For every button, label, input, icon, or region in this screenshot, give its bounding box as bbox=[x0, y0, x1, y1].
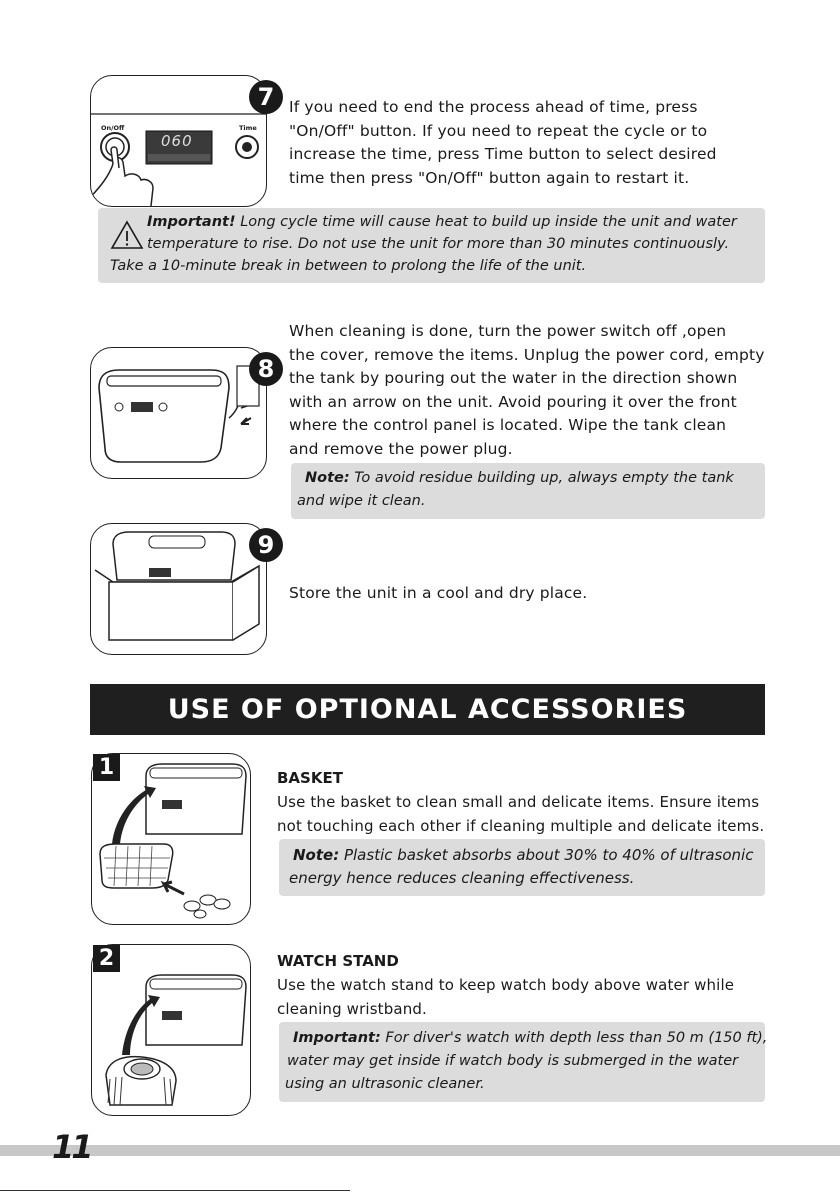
storage-box-illustration bbox=[90, 523, 267, 655]
text-line: time then press "On/Off" button again to restart it. bbox=[289, 168, 690, 187]
step-7-badge: 7 bbox=[249, 80, 283, 114]
watch-stand-text bbox=[277, 974, 777, 1021]
text-line: the cover, remove the items. Unplug the power cord, empty bbox=[289, 345, 765, 364]
important-box bbox=[98, 208, 765, 283]
note-box bbox=[291, 463, 765, 519]
text-line: Plastic basket absorbs about 30% to 40% of ultrasonic bbox=[339, 846, 754, 864]
text-line: and wipe it clean. bbox=[297, 493, 426, 509]
pouring-illustration bbox=[90, 347, 267, 479]
important-label: Important! bbox=[147, 214, 236, 230]
basket-text bbox=[277, 791, 777, 838]
text-line: water may get inside if watch body is submerged in the water bbox=[287, 1053, 739, 1069]
on-off-label: On/Off bbox=[101, 124, 125, 132]
text-line: To avoid residue building up, always empty the tank bbox=[349, 470, 734, 486]
warning-icon bbox=[110, 220, 144, 250]
important-label: Important: bbox=[293, 1030, 381, 1046]
text-line: where the control panel is located. Wipe the tank clean bbox=[289, 416, 727, 434]
accessory-2-badge: 2 bbox=[93, 945, 120, 972]
watch-stand-heading: WATCH STAND bbox=[277, 952, 399, 970]
page-number: 11 bbox=[52, 1128, 91, 1166]
text-line: the tank by pouring out the water in the direction shown bbox=[289, 369, 738, 387]
footer-bar bbox=[0, 1145, 840, 1156]
step-9-text: Store the unit in a cool and dry place. bbox=[289, 584, 588, 602]
text-line: Use the watch stand to keep watch body above water while bbox=[277, 976, 735, 994]
important-box bbox=[279, 1022, 768, 1102]
accessory-1-badge: 1 bbox=[93, 754, 120, 781]
text-line: using an ultrasonic cleaner. bbox=[285, 1076, 485, 1092]
text-line: When cleaning is done, turn the power switch off ,open bbox=[289, 322, 727, 340]
text-line: increase the time, press Time button to select desired bbox=[289, 145, 717, 163]
timer-display: 060 bbox=[161, 132, 193, 150]
text-line: temperature to rise. Do not use the unit for more than 30 minutes continuously. bbox=[147, 236, 730, 252]
control-panel-illustration bbox=[90, 75, 267, 207]
text-line: and remove the power plug. bbox=[289, 439, 513, 458]
step-9-badge: 9 bbox=[249, 528, 283, 562]
text-line: energy hence reduces cleaning effectiveness. bbox=[289, 869, 635, 887]
text-line: not touching each other if cleaning multiple and delicate items. bbox=[277, 816, 765, 835]
text-line: Take a 10-minute break in between to prolong the life of the unit. bbox=[110, 258, 587, 274]
text-line: "On/Off" button. If you need to repeat the cycle or to bbox=[289, 121, 708, 140]
note-box bbox=[279, 839, 765, 896]
note-label: Note: bbox=[305, 470, 350, 486]
basket-heading: BASKET bbox=[277, 769, 343, 787]
text-line: For diver's watch with depth less than 50 m (150 ft), bbox=[380, 1030, 768, 1046]
text-line: Long cycle time will cause heat to build up inside the unit and water bbox=[235, 214, 737, 230]
note-label: Note: bbox=[293, 846, 340, 864]
step-7-text bbox=[289, 96, 809, 190]
text-line: with an arrow on the unit. Avoid pouring it over the front bbox=[289, 392, 737, 411]
text-line: cleaning wristband. bbox=[277, 999, 427, 1018]
step-8-text bbox=[289, 320, 819, 461]
step-8-badge: 8 bbox=[249, 352, 283, 386]
bottom-rule bbox=[0, 1190, 350, 1191]
text-line: If you need to end the process ahead of time, press bbox=[289, 98, 698, 116]
text-line: Use the basket to clean small and delicate items. Ensure items bbox=[277, 793, 760, 811]
time-label: Time bbox=[239, 124, 257, 132]
section-header: USE OF OPTIONAL ACCESSORIES bbox=[90, 684, 765, 735]
